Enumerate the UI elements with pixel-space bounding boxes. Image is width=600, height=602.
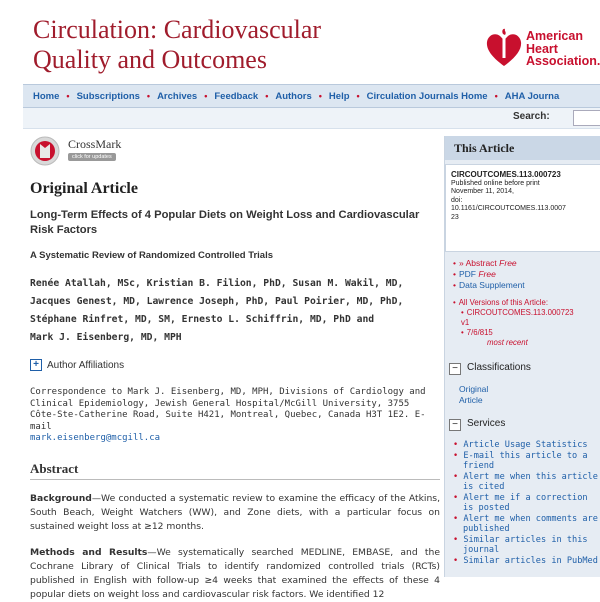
- author-list: [30, 275, 440, 347]
- nav-feedback[interactable]: Feedback: [214, 91, 259, 102]
- collapse-minus-icon: −: [449, 363, 461, 375]
- methods-text: —We systematically searched MEDLINE, EMBASE, and the Cochrane Library of Clinical Trials to identify randomized controlled trials (RCTs) published in English with follow-up ≥4 weeks that examined the effects of these 4 popular diets on weight loss and cardiovascular risk factors. We identified 12: [30, 546, 440, 600]
- article-main: [30, 180, 440, 602]
- services-heading: Services: [467, 418, 506, 429]
- background-text: —We conducted a systematic review to examine the efficacy of the Atkins, South Beach, Weight Watchers (WW), and Zone diets, with a particular focus on sustained weight loss at ≥12 months.: [30, 492, 440, 532]
- aha-line-association: Association.: [526, 54, 600, 68]
- bullet: •: [453, 298, 456, 307]
- free-tag: Free: [499, 258, 517, 268]
- published-label: Published online before print: [451, 179, 540, 187]
- services-list: [453, 440, 600, 566]
- nav-separator: •: [146, 91, 151, 101]
- free-tag: Free: [478, 269, 496, 279]
- doi-line: 23: [451, 213, 459, 221]
- classifications-heading: Classifications: [467, 362, 531, 373]
- aha-line-american: American: [526, 29, 583, 43]
- this-article-heading: This Article: [445, 136, 600, 160]
- sidebar: [444, 136, 600, 577]
- abstract-background: [30, 492, 440, 534]
- correspondence: [30, 387, 440, 445]
- crossmark-icon: [30, 136, 60, 166]
- bullet: •: [453, 258, 456, 268]
- bullet: •: [453, 269, 456, 279]
- nav-authors[interactable]: Authors: [275, 91, 312, 102]
- aha-logo[interactable]: [485, 28, 600, 68]
- journal-title-line2: Quality and Outcomes: [33, 45, 267, 74]
- search-label: Search:: [513, 111, 550, 122]
- service-link[interactable]: • Article Usage Statistics: [453, 440, 588, 450]
- search-bar: [23, 108, 600, 129]
- version-v1-id: CIRCOUTCOMES.113.000723: [466, 308, 574, 317]
- nav-aha-journals[interactable]: AHA Journa: [504, 91, 560, 102]
- abstract-link[interactable]: [453, 258, 525, 269]
- nav-separator: •: [494, 91, 498, 101]
- abstract-heading: Abstract: [30, 461, 440, 480]
- journal-title[interactable]: [33, 15, 321, 75]
- classification-link[interactable]: [459, 384, 488, 406]
- classification-line: Original: [459, 384, 489, 394]
- search-input[interactable]: [573, 110, 600, 126]
- section-type: Original Article: [30, 180, 138, 197]
- data-supplement-label: Data Supplement: [458, 280, 525, 290]
- heart-torch-icon: [485, 28, 523, 68]
- collapse-minus-icon: −: [449, 419, 461, 431]
- journal-title-line1: Circulation: Cardiovascular: [33, 15, 322, 44]
- nav-separator: •: [265, 91, 269, 101]
- article-links: [453, 258, 525, 291]
- nav-separator: •: [318, 91, 322, 101]
- abstract-link-label: » Abstract: [458, 258, 497, 268]
- services-header[interactable]: [449, 418, 597, 434]
- article-subtitle: A Systematic Review of Randomized Controlled Trials: [30, 250, 274, 261]
- nav-help[interactable]: Help: [328, 91, 350, 102]
- service-link[interactable]: • Alert me if a correction is posted: [453, 492, 588, 513]
- crossmark-sub: click for updates: [68, 153, 116, 161]
- service-link[interactable]: • Similar articles in this journal: [453, 534, 588, 555]
- most-recent-tag: most recent: [487, 338, 528, 347]
- all-versions-label: [453, 298, 574, 308]
- nav-separator: •: [356, 91, 360, 101]
- nav-archives[interactable]: Archives: [157, 91, 198, 102]
- nav-separator: •: [204, 91, 208, 101]
- abstract-methods: [30, 546, 440, 602]
- main-nav: [23, 84, 600, 108]
- article-info-box: [445, 164, 600, 252]
- author-line: Mark J. Eisenberg, MD, MPH: [30, 332, 182, 343]
- data-supplement-link[interactable]: [453, 280, 525, 291]
- author-affiliations-toggle[interactable]: [30, 359, 440, 371]
- all-versions-text: All Versions of this Article:: [458, 298, 549, 307]
- correspondence-email-link[interactable]: mark.eisenberg@mcgill.ca: [30, 433, 161, 443]
- pdf-link-label: PDF: [458, 269, 476, 279]
- version-v1-link[interactable]: [453, 308, 574, 318]
- pdf-link[interactable]: [453, 269, 525, 280]
- expand-plus-icon: +: [30, 359, 42, 371]
- doi-line: 10.1161/CIRCOUTCOMES.113.0007: [451, 205, 566, 212]
- version-v1-suffix: v1: [461, 318, 470, 327]
- classification-line: Article: [459, 395, 483, 405]
- service-link[interactable]: • E-mail this article to a friend: [453, 450, 588, 471]
- service-link[interactable]: • Similar articles in PubMed: [453, 555, 598, 566]
- author-line: Renée Atallah, MSc, Kristian B. Filion, PhD, Susan M. Wakil, MD,: [30, 278, 404, 289]
- article-id: CIRCOUTCOMES.113.000723: [451, 170, 561, 179]
- bullet: •: [461, 328, 464, 337]
- nav-circulation-journals-home[interactable]: Circulation Journals Home: [366, 91, 488, 102]
- author-affiliations-label: Author Affiliations: [47, 359, 125, 371]
- crossmark-label: CrossMark: [68, 137, 122, 151]
- crossmark-badge[interactable]: [30, 136, 130, 166]
- version-current-link[interactable]: [453, 328, 574, 338]
- correspondence-text: Correspondence to Mark J. Eisenberg, MD, MPH, Divisions of Cardiology and Clinical Epidemiology, Jewish General Hospital/McGill University, 3755 Côte-Ste-Catherine Road, Suite H421, Montreal, Quebec, Canada H3T 1E2. E-mail: [30, 387, 426, 432]
- published-date: November 11, 2014,: [451, 188, 514, 195]
- nav-subscriptions[interactable]: Subscriptions: [76, 91, 140, 102]
- bullet: •: [453, 280, 456, 290]
- author-line: Jacques Genest, MD, Lawrence Joseph, PhD, Paul Poirier, MD, PhD,: [30, 296, 404, 307]
- service-link[interactable]: • Alert me when this article is cited: [453, 471, 598, 492]
- version-current-id: 7/6/815: [466, 328, 493, 337]
- nav-home[interactable]: Home: [33, 91, 60, 102]
- classifications-header[interactable]: [449, 362, 597, 378]
- service-link[interactable]: • Alert me when comments are published: [453, 513, 598, 534]
- bullet: •: [461, 308, 464, 317]
- nav-separator: •: [66, 91, 70, 101]
- aha-wordmark: [526, 30, 600, 68]
- methods-label: Methods and Results: [30, 546, 148, 558]
- doi-label: doi:: [451, 196, 463, 204]
- background-label: Background: [30, 492, 92, 504]
- aha-line-heart: Heart: [526, 41, 558, 56]
- versions-list: [453, 298, 574, 348]
- author-line: Stéphane Rinfret, MD, SM, Ernesto L. Schiffrin, MD, PhD and: [30, 314, 375, 325]
- article-title: Long-Term Effects of 4 Popular Diets on Weight Loss and Cardiovascular Risk Factors: [30, 209, 420, 236]
